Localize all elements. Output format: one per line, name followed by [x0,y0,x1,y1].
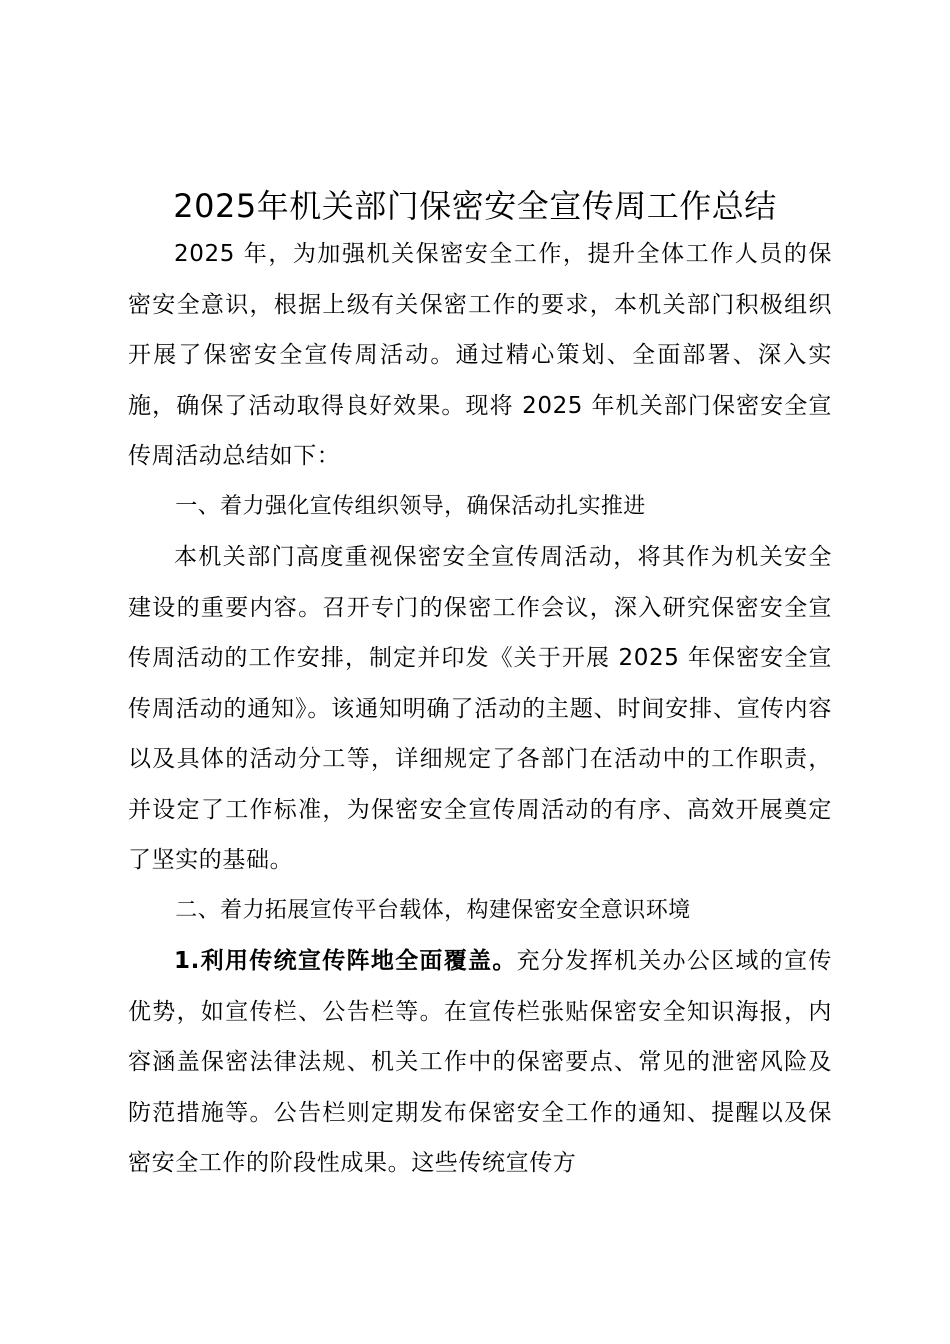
document-body [128,229,832,1189]
section-1-heading: 一、着力强化宣传组织领导，确保活动扎实推进 [175,493,646,519]
intro-paragraph: 2025 年，为加强机关保密安全工作，提升全体工作人员的保密安全意识，根据上级有关保密工作的要求，本机关部门积极组织开展了保密安全宣传周活动。通过精心策划、全面部署、深入实施，确保了活动取得良好效果。现将 2025 年机关部门保密安全宣传周活动总结如下： [128,241,832,469]
document-title: 2025年机关部门保密安全宣传周工作总结 [173,187,777,225]
section-2-item-1-body: 充分发挥机关办公区域的宣传优势，如宣传栏、公告栏等。在宣传栏张贴保密安全知识海报，内容涵盖保密法律法规、机关工作中的保密要点、常见的泄密风险及防范措施等。公告栏则定期发布保密安全工作的通知、提醒以及保密安全工作的阶段性成果。这些传统宣传方 [128,948,832,1176]
section-2-item-1-lead: 1.利用传统宣传阵地全面覆盖。 [174,948,517,974]
section-1-paragraph: 本机关部门高度重视保密安全宣传周活动，将其作为机关安全建设的重要内容。召开专门的保密工作会议，深入研究保密安全宣传周活动的工作安排，制定并印发《关于开展 2025 年保密安全宣传周活动的通知》。该通知明确了活动的主题、时间安排、宣传内容以及具体的活动分工等，详细规定了各部门在活动中的工作职责，并设定了工作标准，为保密安全宣传周活动的有序、高效开展奠定了坚实的基础。 [128,544,832,873]
section-2-item-1-paragraph [128,936,832,1189]
section-2-heading: 二、着力拓展宣传平台载体，构建保密安全意识环境 [175,897,691,923]
